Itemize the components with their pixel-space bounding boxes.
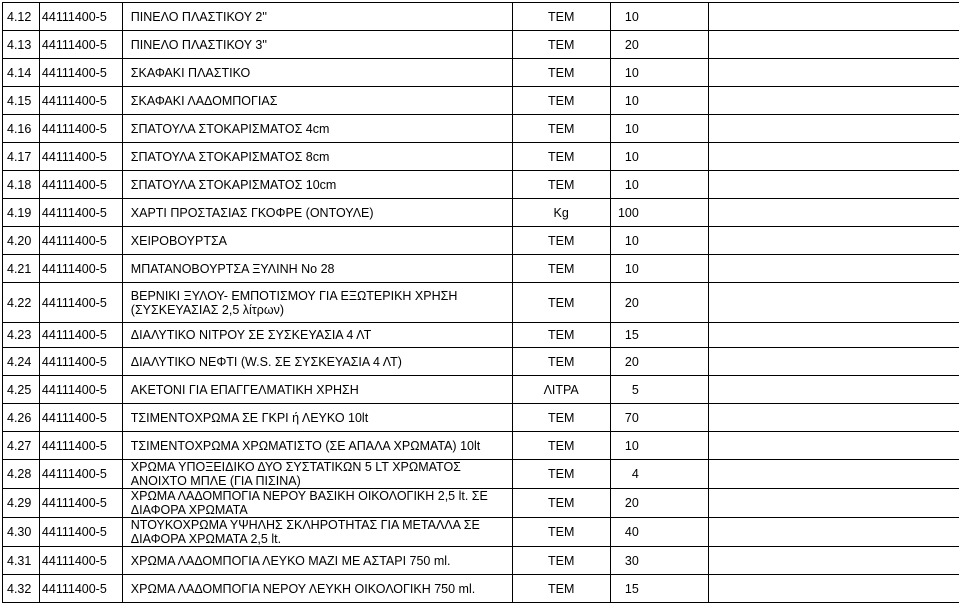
item-code: 44111400-5 xyxy=(39,283,122,323)
table-row xyxy=(3,489,959,518)
item-description: ΣΚΑΦΑΚΙ ΛΑΔΟΜΠΟΓΙΑΣ xyxy=(122,87,512,115)
item-quantity-value: 10 xyxy=(624,65,639,80)
item-quantity-value: 10 xyxy=(624,438,639,453)
item-number: 4.18 xyxy=(3,171,40,199)
item-code: 44111400-5 xyxy=(39,348,122,376)
item-quantity xyxy=(610,171,708,199)
item-number: 4.20 xyxy=(3,227,40,255)
empty-cell xyxy=(709,547,959,575)
item-code: 44111400-5 xyxy=(39,547,122,575)
item-unit: ΤΕΜ xyxy=(512,489,610,518)
item-number: 4.14 xyxy=(3,59,40,87)
empty-cell xyxy=(709,227,959,255)
item-unit: ΤΕΜ xyxy=(512,59,610,87)
item-description: ΔΙΑΛΥΤΙΚΟ ΝΙΤΡΟΥ ΣΕ ΣΥΣΚΕΥΑΣΙΑ 4 ΛΤ xyxy=(122,323,512,348)
item-quantity xyxy=(610,59,708,87)
item-number: 4.22 xyxy=(3,283,40,323)
item-code: 44111400-5 xyxy=(39,489,122,518)
item-description: ΧΕΙΡΟΒΟΥΡΤΣΑ xyxy=(122,227,512,255)
item-code: 44111400-5 xyxy=(39,115,122,143)
item-code: 44111400-5 xyxy=(39,323,122,348)
item-number: 4.26 xyxy=(3,404,40,432)
item-quantity-value: 10 xyxy=(624,177,639,192)
item-description: ΠΙΝΕΛΟ ΠΛΑΣΤΙΚΟΥ 2'' xyxy=(122,3,512,31)
item-description: ΜΠΑΤΑΝΟΒΟΥΡΤΣΑ ΞΥΛΙΝΗ Νο 28 xyxy=(122,255,512,283)
item-unit: ΛΙΤΡΑ xyxy=(512,376,610,404)
empty-cell xyxy=(709,59,959,87)
item-quantity-value: 5 xyxy=(631,382,639,397)
item-quantity-value: 10 xyxy=(624,233,639,248)
empty-cell xyxy=(709,432,959,460)
item-number: 4.13 xyxy=(3,31,40,59)
item-unit: ΤΕΜ xyxy=(512,323,610,348)
table-row xyxy=(3,432,959,460)
item-quantity-value: 15 xyxy=(624,328,639,342)
table-row xyxy=(3,547,959,575)
table-row xyxy=(3,575,959,603)
table-row xyxy=(3,115,959,143)
item-quantity xyxy=(610,376,708,404)
item-quantity-value: 100 xyxy=(617,205,639,220)
item-quantity xyxy=(610,283,708,323)
item-code: 44111400-5 xyxy=(39,575,122,603)
item-quantity-value: 15 xyxy=(624,581,639,596)
table-row xyxy=(3,199,959,227)
item-quantity xyxy=(610,348,708,376)
item-unit: ΤΕΜ xyxy=(512,143,610,171)
item-quantity-value: 20 xyxy=(624,37,639,52)
item-unit: ΤΕΜ xyxy=(512,87,610,115)
item-quantity xyxy=(610,3,708,31)
empty-cell xyxy=(709,404,959,432)
item-code: 44111400-5 xyxy=(39,3,122,31)
item-number: 4.15 xyxy=(3,87,40,115)
item-number: 4.32 xyxy=(3,575,40,603)
item-code: 44111400-5 xyxy=(39,87,122,115)
item-description: ΧΡΩΜΑ ΛΑΔΟΜΠΟΓΙΑ ΛΕΥΚΟ ΜΑΖΙ ΜΕ ΑΣΤΑΡΙ 750 ml. xyxy=(122,547,512,575)
item-description: ΣΠΑΤΟΥΛΑ ΣΤΟΚΑΡΙΣΜΑΤΟΣ 10cm xyxy=(122,171,512,199)
table-row xyxy=(3,31,959,59)
item-quantity xyxy=(610,323,708,348)
item-code: 44111400-5 xyxy=(39,404,122,432)
table-row xyxy=(3,460,959,489)
item-unit: ΤΕΜ xyxy=(512,283,610,323)
item-number: 4.12 xyxy=(3,3,40,31)
item-number: 4.16 xyxy=(3,115,40,143)
item-unit: ΤΕΜ xyxy=(512,115,610,143)
empty-cell xyxy=(709,489,959,518)
items-table xyxy=(2,2,959,603)
table-row xyxy=(3,518,959,547)
item-number: 4.29 xyxy=(3,489,40,518)
item-quantity-value: 20 xyxy=(624,496,639,510)
item-quantity xyxy=(610,404,708,432)
item-unit: Kg xyxy=(512,199,610,227)
item-number: 4.24 xyxy=(3,348,40,376)
item-description: ΔΙΑΛΥΤΙΚΟ ΝΕΦΤΙ (W.S. ΣΕ ΣΥΣΚΕΥΑΣΙΑ 4 ΛΤ) xyxy=(122,348,512,376)
empty-cell xyxy=(709,171,959,199)
item-description: ΧΡΩΜΑ ΛΑΔΟΜΠΟΓΙΑ ΝΕΡΟΥ ΒΑΣΙΚΗ ΟΙΚΟΛΟΓΙΚΗ 2,5 lt. ΣΕ ΔΙΑΦΟΡΑ ΧΡΩΜΑΤΑ xyxy=(122,489,512,518)
item-number: 4.17 xyxy=(3,143,40,171)
item-quantity xyxy=(610,87,708,115)
item-code: 44111400-5 xyxy=(39,59,122,87)
item-description: ΧΡΩΜΑ ΛΑΔΟΜΠΟΓΙΑ ΝΕΡΟΥ ΛΕΥΚΗ ΟΙΚΟΛΟΓΙΚΗ 750 ml. xyxy=(122,575,512,603)
item-number: 4.27 xyxy=(3,432,40,460)
item-quantity xyxy=(610,547,708,575)
item-number: 4.31 xyxy=(3,547,40,575)
item-description: ΤΣΙΜΕΝΤΟΧΡΩΜΑ ΧΡΩΜΑΤΙΣΤΟ (ΣΕ ΑΠΑΛΑ ΧΡΩΜΑΤΑ) 10lt xyxy=(122,432,512,460)
item-number: 4.21 xyxy=(3,255,40,283)
item-code: 44111400-5 xyxy=(39,143,122,171)
empty-cell xyxy=(709,3,959,31)
item-code: 44111400-5 xyxy=(39,171,122,199)
table-row xyxy=(3,348,959,376)
item-quantity xyxy=(610,518,708,547)
empty-cell xyxy=(709,87,959,115)
item-code: 44111400-5 xyxy=(39,432,122,460)
item-quantity xyxy=(610,575,708,603)
table-row xyxy=(3,87,959,115)
empty-cell xyxy=(709,255,959,283)
item-unit: ΤΕΜ xyxy=(512,227,610,255)
item-unit: ΤΕΜ xyxy=(512,518,610,547)
empty-cell xyxy=(709,460,959,489)
table-row xyxy=(3,283,959,323)
item-quantity xyxy=(610,460,708,489)
item-code: 44111400-5 xyxy=(39,199,122,227)
item-description: ΠΙΝΕΛΟ ΠΛΑΣΤΙΚΟΥ 3'' xyxy=(122,31,512,59)
table-row xyxy=(3,323,959,348)
item-code: 44111400-5 xyxy=(39,31,122,59)
empty-cell xyxy=(709,518,959,547)
item-quantity xyxy=(610,489,708,518)
item-description: ΧΑΡΤΙ ΠΡΟΣΤΑΣΙΑΣ ΓΚΟΦΡΕ (ΟΝΤΟΥΛΕ) xyxy=(122,199,512,227)
item-unit: ΤΕΜ xyxy=(512,404,610,432)
empty-cell xyxy=(709,143,959,171)
table-row xyxy=(3,227,959,255)
item-description: ΣΠΑΤΟΥΛΑ ΣΤΟΚΑΡΙΣΜΑΤΟΣ 4cm xyxy=(122,115,512,143)
item-number: 4.25 xyxy=(3,376,40,404)
item-quantity-value: 20 xyxy=(624,354,639,369)
item-quantity-value: 10 xyxy=(624,261,639,276)
empty-cell xyxy=(709,376,959,404)
item-unit: ΤΕΜ xyxy=(512,460,610,489)
item-quantity-value: 10 xyxy=(624,149,639,164)
empty-cell xyxy=(709,199,959,227)
item-quantity-value: 40 xyxy=(624,525,639,539)
item-quantity xyxy=(610,227,708,255)
item-unit: ΤΕΜ xyxy=(512,575,610,603)
empty-cell xyxy=(709,575,959,603)
item-quantity-value: 20 xyxy=(624,295,639,310)
item-quantity xyxy=(610,432,708,460)
item-code: 44111400-5 xyxy=(39,376,122,404)
empty-cell xyxy=(709,31,959,59)
item-quantity-value: 10 xyxy=(624,9,639,24)
item-quantity-value: 4 xyxy=(631,467,639,481)
item-description: ΝΤΟΥΚΟΧΡΩΜΑ ΥΨΗΛΗΣ ΣΚΛΗΡΟΤΗΤΑΣ ΓΙΑ ΜΕΤΑΛΛΑ ΣΕ ΔΙΑΦΟΡΑ ΧΡΩΜΑΤΑ 2,5 lt. xyxy=(122,518,512,547)
item-unit: ΤΕΜ xyxy=(512,255,610,283)
item-unit: ΤΕΜ xyxy=(512,348,610,376)
item-quantity xyxy=(610,199,708,227)
item-number: 4.23 xyxy=(3,323,40,348)
item-quantity xyxy=(610,143,708,171)
item-quantity-value: 70 xyxy=(624,410,639,425)
item-unit: ΤΕΜ xyxy=(512,171,610,199)
items-table-body xyxy=(3,3,959,603)
empty-cell xyxy=(709,115,959,143)
item-code: 44111400-5 xyxy=(39,255,122,283)
item-quantity-value: 10 xyxy=(624,121,639,136)
item-unit: ΤΕΜ xyxy=(512,31,610,59)
item-quantity xyxy=(610,115,708,143)
item-code: 44111400-5 xyxy=(39,227,122,255)
item-quantity-value: 30 xyxy=(624,553,639,568)
item-unit: ΤΕΜ xyxy=(512,432,610,460)
item-quantity xyxy=(610,255,708,283)
item-description: ΣΠΑΤΟΥΛΑ ΣΤΟΚΑΡΙΣΜΑΤΟΣ 8cm xyxy=(122,143,512,171)
table-row xyxy=(3,376,959,404)
item-quantity xyxy=(610,31,708,59)
item-description: ΑΚΕΤΟΝΙ ΓΙΑ ΕΠΑΓΓΕΛΜΑΤΙΚΗ ΧΡΗΣΗ xyxy=(122,376,512,404)
table-row xyxy=(3,143,959,171)
item-quantity-value: 10 xyxy=(624,93,639,108)
table-row xyxy=(3,3,959,31)
table-row xyxy=(3,59,959,87)
item-description: ΤΣΙΜΕΝΤΟΧΡΩΜΑ ΣΕ ΓΚΡΙ ή ΛΕΥΚΟ 10lt xyxy=(122,404,512,432)
item-code: 44111400-5 xyxy=(39,460,122,489)
table-row xyxy=(3,255,959,283)
table-row xyxy=(3,404,959,432)
item-number: 4.28 xyxy=(3,460,40,489)
item-number: 4.19 xyxy=(3,199,40,227)
empty-cell xyxy=(709,323,959,348)
item-description: ΒΕΡΝΙΚΙ ΞΥΛΟΥ- ΕΜΠΟΤΙΣΜΟΥ ΓΙΑ ΕΞΩΤΕΡΙΚΗ ΧΡΗΣΗ (ΣΥΣΚΕΥΑΣΙΑΣ 2,5 λίτρων) xyxy=(122,283,512,323)
item-unit: ΤΕΜ xyxy=(512,547,610,575)
item-number: 4.30 xyxy=(3,518,40,547)
empty-cell xyxy=(709,283,959,323)
item-description: ΧΡΩΜΑ ΥΠΟΞΕΙΔΙΚΟ ΔΥΟ ΣΥΣΤΑΤΙΚΩΝ 5 LT ΧΡΩΜΑΤΟΣ ΑΝΟΙΧΤΟ ΜΠΛΕ (ΓΙΑ ΠΙΣΙΝΑ) xyxy=(122,460,512,489)
item-description: ΣΚΑΦΑΚΙ ΠΛΑΣΤΙΚΟ xyxy=(122,59,512,87)
item-unit: ΤΕΜ xyxy=(512,3,610,31)
empty-cell xyxy=(709,348,959,376)
table-row xyxy=(3,171,959,199)
item-code: 44111400-5 xyxy=(39,518,122,547)
